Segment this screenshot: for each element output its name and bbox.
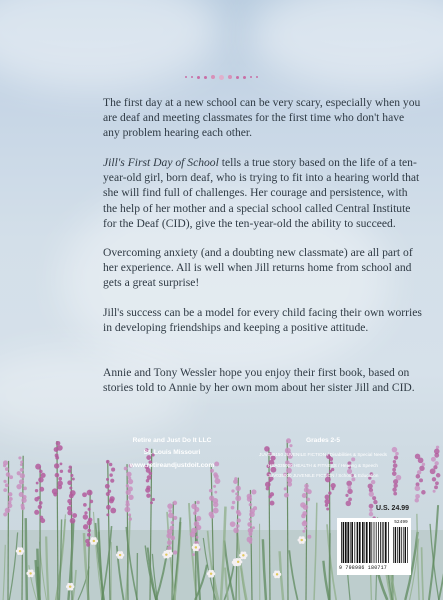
flower-spike [415, 454, 426, 503]
barcode-addon-bar [399, 527, 400, 563]
ornament-dot [211, 75, 215, 79]
grade-level: Grades 2-5 [305, 437, 341, 444]
bisac-line: JUV035000 JUVENILE FICTION / School & Education [267, 473, 379, 478]
barcode-addon-bar [397, 527, 398, 563]
publisher-name: Retire and Just Do It LLC [132, 437, 212, 444]
description-paragraph-3: Overcoming anxiety (and a doubting new classmate) are all part of her experience. All is well when Jill returns home from school and gets a great surprise! [103, 246, 413, 290]
description-paragraph-2 [103, 155, 423, 231]
bisac-line: HEA035000 HEALTH & FITNESS / Hearing & Speech [268, 462, 378, 468]
barcode-bar [351, 522, 353, 563]
ornament-dot [250, 76, 252, 78]
publisher-website: www.retireandjustdoit.com [129, 462, 215, 469]
flower-spike [430, 446, 441, 493]
barcode-bar [374, 522, 375, 563]
barcode-addon-bar [401, 527, 402, 563]
barcode-bar [376, 522, 377, 563]
description-paragraph-1: The first day at a new school can be very scary, especially when you are deaf and meeting classmates for the first time who don't have any problem hearing each other. [103, 96, 421, 140]
barcode-bar [359, 522, 361, 563]
barcode-bar [341, 522, 342, 563]
grass-blade [137, 553, 138, 600]
ornament-dot [219, 75, 224, 80]
barcode-bar [357, 522, 359, 563]
book-title: Jill's First Day of School [103, 156, 219, 169]
barcode-bar [354, 522, 355, 563]
barcode-bar [378, 522, 379, 563]
description-paragraph-4: Jill's success can be a model for every child facing their own worries in developing friendships and keeping a positive attitude. [103, 306, 422, 335]
price-label: U.S. 24.99 [376, 505, 410, 512]
barcode-bar [382, 522, 383, 563]
isbn-barcode [337, 518, 411, 575]
isbn-number: 9 798986 180717 [339, 565, 388, 571]
ornament-dot [197, 76, 200, 79]
description-paragraph-5: Annie and Tony Wessler hope you enjoy their first book, based on stories told to Annie by her own mom about her sister Jill and CID. [103, 366, 415, 395]
ornament-dot [191, 76, 193, 78]
ornament-dot [228, 75, 232, 79]
decorative-dot-ornament [0, 68, 443, 86]
barcode-bar [380, 522, 381, 563]
barcode-bar [347, 522, 349, 563]
bisac-line: JUV039150 JUVENILE FICTION / Disabilities & Special Needs [259, 452, 387, 457]
barcode-bar [345, 522, 347, 563]
ornament-dot [236, 76, 239, 79]
barcode-bar [343, 522, 345, 563]
barcode-bar [388, 522, 389, 563]
barcode-addon-bar [405, 527, 406, 563]
barcode-addon-bar [395, 527, 396, 563]
description-paragraph-2-text: tells a true story based on the life of a ten-year-old girl, born deaf, who is trying to fit into a hearing world that she will find full of challenges. Her courage and persistence, with the help of her mother and a special school called Central Institute for the Deaf (CID), give the ten-year-old the ability to succeed. [103, 156, 420, 230]
barcode-bar [385, 522, 387, 563]
barcode-bar [366, 522, 368, 563]
barcode-bar [350, 522, 351, 563]
grass-blade [26, 518, 27, 600]
ornament-dot [243, 76, 246, 79]
barcode-bar [371, 522, 372, 563]
grass-blade [238, 566, 239, 600]
barcode-addon-bar [393, 527, 394, 563]
barcode-bar [364, 522, 365, 563]
price-addon-code: 52499 [394, 520, 408, 525]
barcode-bar [369, 522, 371, 563]
barcode-addon-bar [403, 527, 404, 563]
barcode-bar [383, 522, 384, 563]
barcode-addon-bar [407, 527, 408, 563]
barcode-bar [362, 522, 364, 563]
ornament-dot [204, 76, 207, 79]
publisher-city: St. Louis Missouri [143, 449, 201, 456]
ornament-dot [185, 76, 187, 78]
ornament-dot [256, 76, 258, 78]
bisac-categories [248, 450, 398, 482]
